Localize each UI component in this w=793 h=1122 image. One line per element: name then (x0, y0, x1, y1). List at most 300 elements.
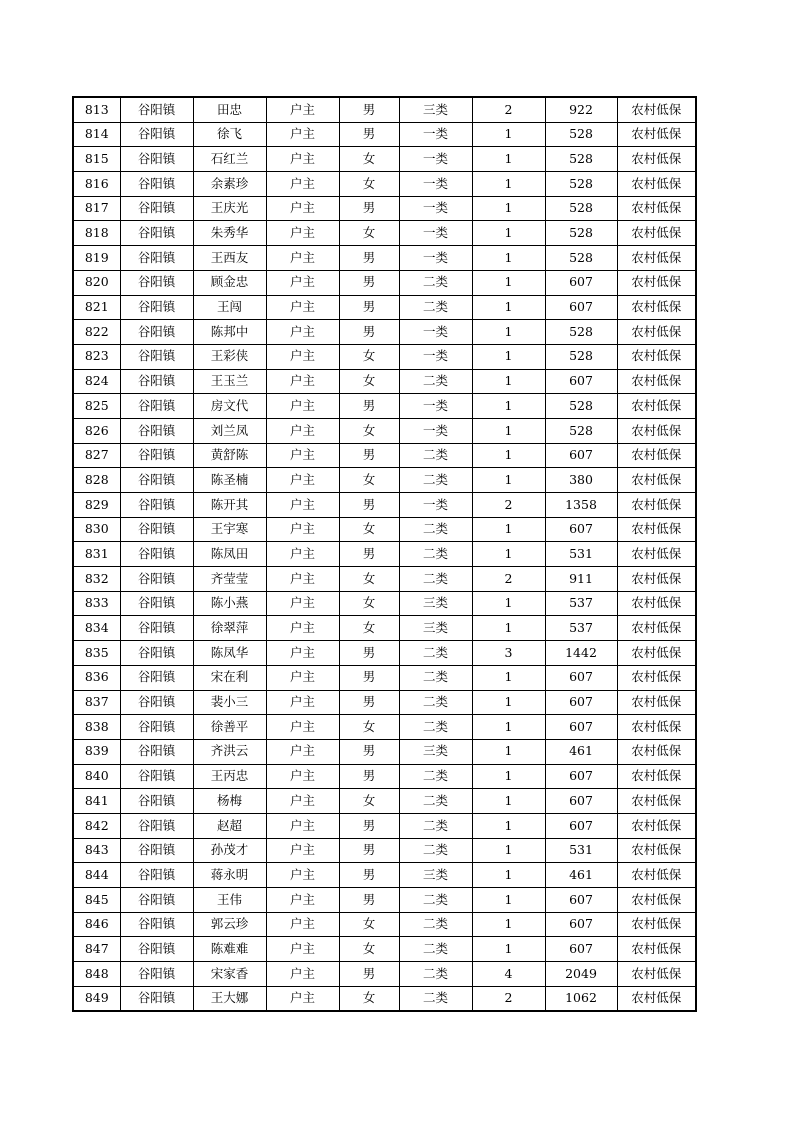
town-cell: 谷阳镇 (120, 172, 193, 197)
assistance-type-cell: 农村低保 (617, 888, 696, 913)
town-cell: 谷阳镇 (120, 369, 193, 394)
row-number-cell: 837 (73, 690, 120, 715)
row-number-cell: 842 (73, 813, 120, 838)
amount-cell: 1062 (545, 986, 617, 1011)
relation-cell: 户主 (266, 172, 339, 197)
relation-cell: 户主 (266, 789, 339, 814)
town-cell: 谷阳镇 (120, 122, 193, 147)
amount-cell: 528 (545, 172, 617, 197)
amount-cell: 911 (545, 567, 617, 592)
relation-cell: 户主 (266, 715, 339, 740)
relation-cell: 户主 (266, 665, 339, 690)
assistance-type-cell: 农村低保 (617, 838, 696, 863)
category-cell: 一类 (399, 221, 472, 246)
household-size-cell: 1 (472, 147, 545, 172)
name-cell: 王丙忠 (193, 764, 266, 789)
name-cell: 王庆光 (193, 196, 266, 221)
gender-cell: 男 (339, 863, 399, 888)
category-cell: 一类 (399, 196, 472, 221)
relation-cell: 户主 (266, 517, 339, 542)
assistance-type-cell: 农村低保 (617, 270, 696, 295)
row-number-cell: 835 (73, 641, 120, 666)
household-size-cell: 1 (472, 937, 545, 962)
name-cell: 房文代 (193, 394, 266, 419)
amount-cell: 537 (545, 616, 617, 641)
table-row (73, 517, 696, 542)
household-size-cell: 1 (472, 616, 545, 641)
assistance-type-cell: 农村低保 (617, 542, 696, 567)
category-cell: 二类 (399, 567, 472, 592)
gender-cell: 男 (339, 246, 399, 271)
gender-cell: 女 (339, 567, 399, 592)
table-row (73, 715, 696, 740)
assistance-type-cell: 农村低保 (617, 567, 696, 592)
amount-cell: 461 (545, 863, 617, 888)
relation-cell: 户主 (266, 369, 339, 394)
household-size-cell: 1 (472, 468, 545, 493)
row-number-cell: 840 (73, 764, 120, 789)
category-cell: 二类 (399, 986, 472, 1011)
amount-cell: 537 (545, 591, 617, 616)
gender-cell: 男 (339, 838, 399, 863)
row-number-cell: 823 (73, 344, 120, 369)
name-cell: 陈圣楠 (193, 468, 266, 493)
table-row (73, 912, 696, 937)
assistance-type-cell: 农村低保 (617, 172, 696, 197)
category-cell: 二类 (399, 838, 472, 863)
row-number-cell: 815 (73, 147, 120, 172)
row-number-cell: 818 (73, 221, 120, 246)
amount-cell: 528 (545, 221, 617, 246)
relation-cell: 户主 (266, 394, 339, 419)
town-cell: 谷阳镇 (120, 517, 193, 542)
town-cell: 谷阳镇 (120, 813, 193, 838)
household-size-cell: 1 (472, 369, 545, 394)
row-number-cell: 843 (73, 838, 120, 863)
table-row (73, 270, 696, 295)
town-cell: 谷阳镇 (120, 542, 193, 567)
name-cell: 陈凤田 (193, 542, 266, 567)
name-cell: 陈邦中 (193, 320, 266, 345)
name-cell: 齐莹莹 (193, 567, 266, 592)
row-number-cell: 841 (73, 789, 120, 814)
relation-cell: 户主 (266, 320, 339, 345)
relation-cell: 户主 (266, 591, 339, 616)
gender-cell: 男 (339, 122, 399, 147)
row-number-cell: 817 (73, 196, 120, 221)
name-cell: 徐翠萍 (193, 616, 266, 641)
town-cell: 谷阳镇 (120, 295, 193, 320)
row-number-cell: 836 (73, 665, 120, 690)
amount-cell: 607 (545, 690, 617, 715)
amount-cell: 607 (545, 443, 617, 468)
household-size-cell: 2 (472, 97, 545, 122)
household-size-cell: 1 (472, 172, 545, 197)
town-cell: 谷阳镇 (120, 838, 193, 863)
household-size-cell: 1 (472, 863, 545, 888)
town-cell: 谷阳镇 (120, 591, 193, 616)
assistance-type-cell: 农村低保 (617, 665, 696, 690)
amount-cell: 531 (545, 542, 617, 567)
household-size-cell: 2 (472, 567, 545, 592)
town-cell: 谷阳镇 (120, 789, 193, 814)
row-number-cell: 845 (73, 888, 120, 913)
assistance-type-cell: 农村低保 (617, 418, 696, 443)
table-row (73, 641, 696, 666)
assistance-type-cell: 农村低保 (617, 517, 696, 542)
amount-cell: 607 (545, 295, 617, 320)
town-cell: 谷阳镇 (120, 888, 193, 913)
household-size-cell: 1 (472, 813, 545, 838)
town-cell: 谷阳镇 (120, 739, 193, 764)
row-number-cell: 827 (73, 443, 120, 468)
amount-cell: 607 (545, 715, 617, 740)
town-cell: 谷阳镇 (120, 344, 193, 369)
category-cell: 二类 (399, 542, 472, 567)
gender-cell: 女 (339, 986, 399, 1011)
row-number-cell: 833 (73, 591, 120, 616)
relation-cell: 户主 (266, 764, 339, 789)
name-cell: 齐洪云 (193, 739, 266, 764)
category-cell: 三类 (399, 616, 472, 641)
amount-cell: 607 (545, 517, 617, 542)
assistance-type-cell: 农村低保 (617, 369, 696, 394)
table-row (73, 172, 696, 197)
category-cell: 二类 (399, 665, 472, 690)
gender-cell: 男 (339, 493, 399, 518)
gender-cell: 男 (339, 739, 399, 764)
table-row (73, 246, 696, 271)
gender-cell: 女 (339, 468, 399, 493)
relation-cell: 户主 (266, 246, 339, 271)
category-cell: 一类 (399, 418, 472, 443)
gender-cell: 女 (339, 715, 399, 740)
relation-cell: 户主 (266, 122, 339, 147)
table-row (73, 394, 696, 419)
gender-cell: 男 (339, 97, 399, 122)
assistance-type-cell: 农村低保 (617, 715, 696, 740)
household-size-cell: 1 (472, 394, 545, 419)
table-row (73, 418, 696, 443)
household-size-cell: 1 (472, 344, 545, 369)
row-number-cell: 826 (73, 418, 120, 443)
category-cell: 二类 (399, 517, 472, 542)
name-cell: 余素珍 (193, 172, 266, 197)
table-row (73, 665, 696, 690)
category-cell: 二类 (399, 789, 472, 814)
relation-cell: 户主 (266, 270, 339, 295)
household-size-cell: 1 (472, 122, 545, 147)
amount-cell: 607 (545, 270, 617, 295)
household-size-cell: 1 (472, 221, 545, 246)
household-size-cell: 1 (472, 764, 545, 789)
table-row (73, 813, 696, 838)
town-cell: 谷阳镇 (120, 270, 193, 295)
category-cell: 二类 (399, 912, 472, 937)
table-row (73, 320, 696, 345)
amount-cell: 1442 (545, 641, 617, 666)
category-cell: 三类 (399, 739, 472, 764)
gender-cell: 男 (339, 888, 399, 913)
category-cell: 一类 (399, 147, 472, 172)
name-cell: 赵超 (193, 813, 266, 838)
town-cell: 谷阳镇 (120, 97, 193, 122)
assistance-type-cell: 农村低保 (617, 591, 696, 616)
household-size-cell: 4 (472, 962, 545, 987)
table-row (73, 344, 696, 369)
gender-cell: 女 (339, 789, 399, 814)
row-number-cell: 846 (73, 912, 120, 937)
town-cell: 谷阳镇 (120, 937, 193, 962)
gender-cell: 女 (339, 147, 399, 172)
category-cell: 二类 (399, 764, 472, 789)
gender-cell: 女 (339, 221, 399, 246)
town-cell: 谷阳镇 (120, 641, 193, 666)
row-number-cell: 848 (73, 962, 120, 987)
name-cell: 陈小燕 (193, 591, 266, 616)
name-cell: 王宇寒 (193, 517, 266, 542)
household-size-cell: 1 (472, 320, 545, 345)
town-cell: 谷阳镇 (120, 443, 193, 468)
table-body (73, 97, 696, 1011)
category-cell: 二类 (399, 270, 472, 295)
household-size-cell: 1 (472, 542, 545, 567)
household-size-cell: 1 (472, 591, 545, 616)
assistance-type-cell: 农村低保 (617, 221, 696, 246)
assistance-type-cell: 农村低保 (617, 295, 696, 320)
assistance-type-cell: 农村低保 (617, 147, 696, 172)
amount-cell: 528 (545, 344, 617, 369)
relation-cell: 户主 (266, 196, 339, 221)
category-cell: 二类 (399, 962, 472, 987)
name-cell: 陈开其 (193, 493, 266, 518)
name-cell: 徐善平 (193, 715, 266, 740)
gender-cell: 男 (339, 295, 399, 320)
gender-cell: 男 (339, 320, 399, 345)
relation-cell: 户主 (266, 147, 339, 172)
row-number-cell: 847 (73, 937, 120, 962)
table-row (73, 690, 696, 715)
table-row (73, 789, 696, 814)
town-cell: 谷阳镇 (120, 468, 193, 493)
table-row (73, 739, 696, 764)
assistance-type-cell: 农村低保 (617, 443, 696, 468)
household-size-cell: 2 (472, 986, 545, 1011)
category-cell: 二类 (399, 468, 472, 493)
gender-cell: 男 (339, 764, 399, 789)
amount-cell: 607 (545, 665, 617, 690)
table-row (73, 493, 696, 518)
household-size-cell: 1 (472, 715, 545, 740)
household-size-cell: 1 (472, 196, 545, 221)
amount-cell: 528 (545, 147, 617, 172)
relation-cell: 户主 (266, 542, 339, 567)
row-number-cell: 832 (73, 567, 120, 592)
table-row (73, 764, 696, 789)
town-cell: 谷阳镇 (120, 690, 193, 715)
assistance-type-cell: 农村低保 (617, 616, 696, 641)
relation-cell: 户主 (266, 962, 339, 987)
row-number-cell: 814 (73, 122, 120, 147)
assistance-type-cell: 农村低保 (617, 962, 696, 987)
category-cell: 二类 (399, 690, 472, 715)
relation-cell: 户主 (266, 221, 339, 246)
name-cell: 裴小三 (193, 690, 266, 715)
assistance-type-cell: 农村低保 (617, 764, 696, 789)
relation-cell: 户主 (266, 295, 339, 320)
row-number-cell: 834 (73, 616, 120, 641)
relation-cell: 户主 (266, 912, 339, 937)
category-cell: 一类 (399, 493, 472, 518)
gender-cell: 男 (339, 394, 399, 419)
town-cell: 谷阳镇 (120, 962, 193, 987)
assistance-type-cell: 农村低保 (617, 739, 696, 764)
category-cell: 二类 (399, 715, 472, 740)
row-number-cell: 839 (73, 739, 120, 764)
table-row (73, 97, 696, 122)
row-number-cell: 813 (73, 97, 120, 122)
assistance-type-cell: 农村低保 (617, 344, 696, 369)
row-number-cell: 822 (73, 320, 120, 345)
gender-cell: 女 (339, 344, 399, 369)
name-cell: 黄舒陈 (193, 443, 266, 468)
amount-cell: 528 (545, 320, 617, 345)
category-cell: 三类 (399, 863, 472, 888)
name-cell: 宋家香 (193, 962, 266, 987)
assistance-type-cell: 农村低保 (617, 813, 696, 838)
table-row (73, 122, 696, 147)
household-size-cell: 1 (472, 912, 545, 937)
town-cell: 谷阳镇 (120, 320, 193, 345)
assistance-type-cell: 农村低保 (617, 97, 696, 122)
table-row (73, 295, 696, 320)
amount-cell: 607 (545, 813, 617, 838)
name-cell: 王西友 (193, 246, 266, 271)
table-row (73, 443, 696, 468)
row-number-cell: 821 (73, 295, 120, 320)
assistance-type-cell: 农村低保 (617, 394, 696, 419)
town-cell: 谷阳镇 (120, 394, 193, 419)
name-cell: 徐飞 (193, 122, 266, 147)
town-cell: 谷阳镇 (120, 863, 193, 888)
gender-cell: 男 (339, 542, 399, 567)
name-cell: 刘兰凤 (193, 418, 266, 443)
gender-cell: 男 (339, 196, 399, 221)
household-size-cell: 1 (472, 690, 545, 715)
amount-cell: 607 (545, 789, 617, 814)
name-cell: 王闯 (193, 295, 266, 320)
town-cell: 谷阳镇 (120, 616, 193, 641)
amount-cell: 528 (545, 394, 617, 419)
household-size-cell: 1 (472, 665, 545, 690)
category-cell: 一类 (399, 394, 472, 419)
table-row (73, 567, 696, 592)
category-cell: 二类 (399, 937, 472, 962)
assistance-type-cell: 农村低保 (617, 789, 696, 814)
town-cell: 谷阳镇 (120, 764, 193, 789)
category-cell: 二类 (399, 641, 472, 666)
household-size-cell: 1 (472, 789, 545, 814)
table-row (73, 863, 696, 888)
category-cell: 二类 (399, 369, 472, 394)
gender-cell: 女 (339, 172, 399, 197)
assistance-type-cell: 农村低保 (617, 937, 696, 962)
town-cell: 谷阳镇 (120, 147, 193, 172)
amount-cell: 528 (545, 418, 617, 443)
household-size-cell: 1 (472, 838, 545, 863)
gender-cell: 女 (339, 937, 399, 962)
relation-cell: 户主 (266, 690, 339, 715)
amount-cell: 461 (545, 739, 617, 764)
row-number-cell: 838 (73, 715, 120, 740)
relation-cell: 户主 (266, 97, 339, 122)
table-row (73, 468, 696, 493)
town-cell: 谷阳镇 (120, 418, 193, 443)
table-row (73, 986, 696, 1011)
gender-cell: 女 (339, 418, 399, 443)
relation-cell: 户主 (266, 443, 339, 468)
gender-cell: 女 (339, 591, 399, 616)
household-size-cell: 1 (472, 418, 545, 443)
roster-table (72, 96, 697, 1012)
gender-cell: 男 (339, 270, 399, 295)
name-cell: 王彩侠 (193, 344, 266, 369)
name-cell: 王大娜 (193, 986, 266, 1011)
gender-cell: 女 (339, 912, 399, 937)
assistance-type-cell: 农村低保 (617, 863, 696, 888)
row-number-cell: 831 (73, 542, 120, 567)
name-cell: 陈难难 (193, 937, 266, 962)
row-number-cell: 819 (73, 246, 120, 271)
gender-cell: 男 (339, 665, 399, 690)
household-size-cell: 1 (472, 517, 545, 542)
amount-cell: 607 (545, 369, 617, 394)
name-cell: 王伟 (193, 888, 266, 913)
table-row (73, 838, 696, 863)
name-cell: 田忠 (193, 97, 266, 122)
assistance-type-cell: 农村低保 (617, 641, 696, 666)
category-cell: 二类 (399, 443, 472, 468)
amount-cell: 380 (545, 468, 617, 493)
town-cell: 谷阳镇 (120, 493, 193, 518)
assistance-type-cell: 农村低保 (617, 493, 696, 518)
name-cell: 蒋永明 (193, 863, 266, 888)
table-row (73, 196, 696, 221)
gender-cell: 女 (339, 369, 399, 394)
amount-cell: 1358 (545, 493, 617, 518)
assistance-type-cell: 农村低保 (617, 122, 696, 147)
table-row (73, 888, 696, 913)
amount-cell: 607 (545, 912, 617, 937)
row-number-cell: 844 (73, 863, 120, 888)
name-cell: 孙茂才 (193, 838, 266, 863)
amount-cell: 607 (545, 764, 617, 789)
assistance-type-cell: 农村低保 (617, 912, 696, 937)
amount-cell: 531 (545, 838, 617, 863)
gender-cell: 男 (339, 690, 399, 715)
category-cell: 一类 (399, 246, 472, 271)
assistance-type-cell: 农村低保 (617, 986, 696, 1011)
table-row (73, 147, 696, 172)
gender-cell: 男 (339, 962, 399, 987)
row-number-cell: 820 (73, 270, 120, 295)
relation-cell: 户主 (266, 838, 339, 863)
town-cell: 谷阳镇 (120, 912, 193, 937)
relation-cell: 户主 (266, 418, 339, 443)
gender-cell: 男 (339, 813, 399, 838)
name-cell: 郭云珍 (193, 912, 266, 937)
category-cell: 一类 (399, 344, 472, 369)
